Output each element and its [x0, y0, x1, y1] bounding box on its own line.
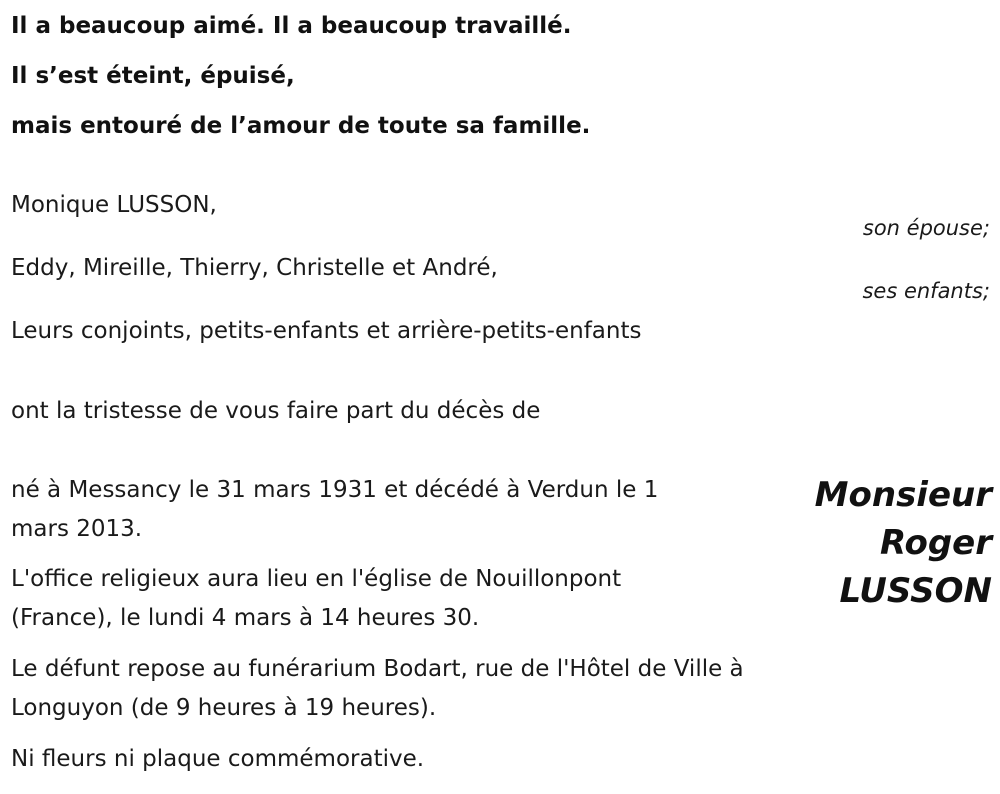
service-line-2: (France), le lundi 4 mars à 14 heures 30.	[11, 605, 480, 631]
family-children-role: ses enfants;	[862, 279, 990, 303]
family-spouse-role: son épouse;	[862, 216, 990, 240]
announcement-text: ont la tristesse de vous faire part du décès de	[11, 398, 541, 424]
flowers-note: Ni fleurs ni plaque commémorative.	[11, 746, 425, 772]
family-extended: Leurs conjoints, petits-enfants et arrière-petits-enfants	[11, 318, 642, 344]
deceased-name-block	[815, 471, 992, 615]
funeral-home-line-2: Longuyon (de 9 heures à 19 heures).	[11, 695, 437, 721]
deceased-first-name: Roger	[879, 523, 992, 563]
deceased-title: Monsieur	[814, 475, 992, 515]
funeral-home-paragraph	[11, 650, 744, 728]
family-children-names: Eddy, Mireille, Thierry, Christelle et André,	[11, 255, 498, 281]
birth-death-paragraph	[11, 471, 658, 549]
heading-line-2: Il s’est éteint, épuisé,	[11, 63, 295, 89]
deceased-last-name: LUSSON	[839, 571, 992, 611]
birth-death-line-1: né à Messancy le 31 mars 1931 et décédé à Verdun le 1	[11, 477, 659, 503]
funeral-home-line-1: Le défunt repose au funérarium Bodart, rue de l'Hôtel de Ville à	[11, 656, 744, 682]
birth-death-line-2: mars 2013.	[11, 516, 143, 542]
service-paragraph	[11, 560, 621, 638]
heading-line-3: mais entouré de l’amour de toute sa famille.	[11, 113, 591, 139]
heading-line-1: Il a beaucoup aimé. Il a beaucoup travaillé.	[11, 13, 572, 39]
service-line-1: L'office religieux aura lieu en l'église de Nouillonpont	[11, 566, 622, 592]
family-spouse-name: Monique LUSSON,	[11, 192, 217, 218]
